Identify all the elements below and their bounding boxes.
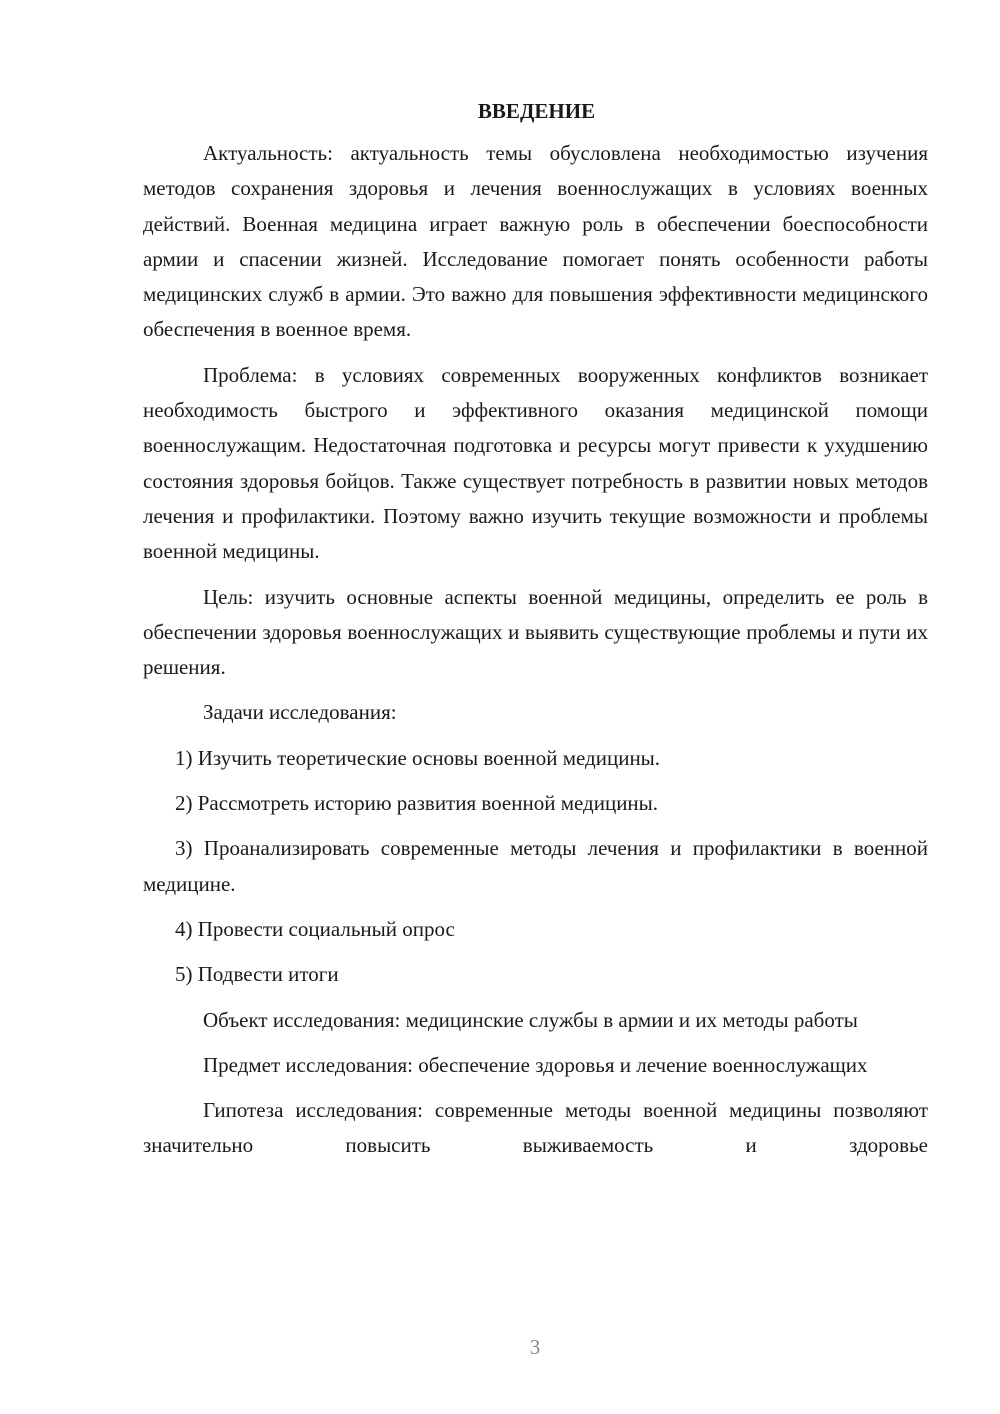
list-item-task-2: 2) Рассмотреть историю развития военной медицины. — [175, 791, 659, 816]
paragraph-goal: Цель: изучить основные аспекты военной медицины, определить ее роль в обеспечении здоровья военнослужащих и выявить существующие проблемы и пути их решения. — [143, 584, 928, 680]
list-item-task-1: 1) Изучить теоретические основы военной медицины. — [175, 745, 661, 770]
document-page — [143, 96, 928, 1174]
list-item-task-5: 5) Подвести итоги — [175, 962, 339, 987]
section-heading: ВВЕДЕНИЕ — [477, 99, 596, 123]
paragraph-problem: Проблема: в условиях современных вооруженных конфликтов возникает необходимость быстрого и эффективного оказания медицинской помощи военнослужащим. Недостаточная подготовка и ресурсы могут привести к ухудшению состояния здоровья бойцов. Также существует потребность в развитии новых методов лечения и профилактики. Поэтому важно изучить текущие возможности и проблемы военной медицины. — [143, 362, 928, 564]
list-item-task-3: 3) Проанализировать современные методы лечения и профилактики в военной медицине. — [143, 836, 928, 896]
list-item-task-4: 4) Провести социальный опрос — [175, 916, 455, 941]
paragraph-hypothesis: Гипотеза исследования: современные методы военной медицины позволяют значительно повысить выживаемость и здоровье — [143, 1098, 928, 1158]
page-number: 3 — [529, 1335, 541, 1359]
paragraph-subject: Предмет исследования: обеспечение здоровья и лечение военнослужащих — [203, 1052, 868, 1077]
paragraph-tasks-intro: Задачи исследования: — [203, 700, 397, 725]
paragraph-object: Объект исследования: медицинские службы в армии и их методы работы — [203, 1007, 858, 1032]
paragraph-relevance: Актуальность: актуальность темы обусловлена необходимостью изучения методов сохранения здоровья и лечения военнослужащих в условиях военных действий. Военная медицина играет важную роль в обеспечении боеспособности армии и спасении жизней. Исследование помогает понять особенности работы медицинских служб в армии. Это важно для повышения эффективности медицинского обеспечения в военное время. — [143, 141, 928, 342]
